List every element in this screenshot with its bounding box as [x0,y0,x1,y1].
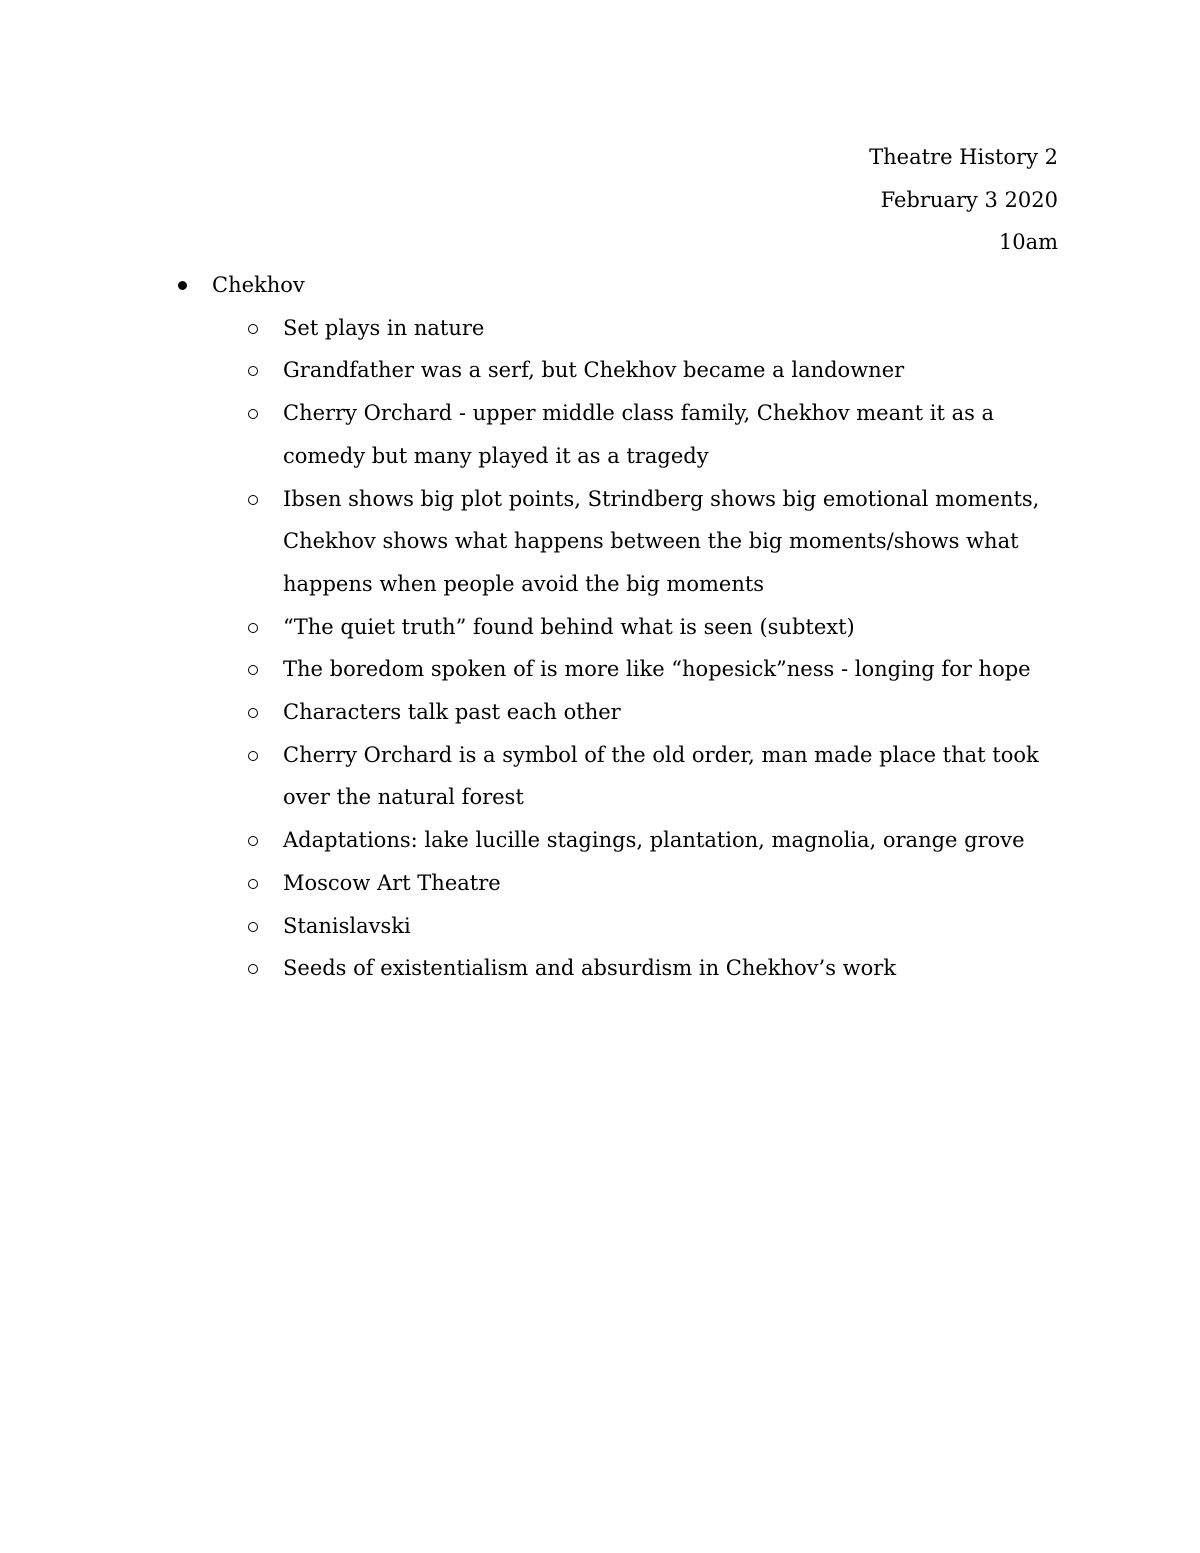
date-line: February 3 2020 [880,187,1058,212]
outline-topic [0,264,1200,990]
point-text: Grandfather was a serf, but Chekhov became a landowner [283,358,905,383]
outline-list [0,264,1200,990]
document-header [869,136,1058,264]
hollow-bullet-icon [248,922,258,932]
list-item [0,392,1200,477]
list-item [0,947,1200,990]
topic-label: Chekhov [212,273,305,297]
hollow-bullet-icon [248,623,258,633]
list-item [0,862,1200,905]
hollow-bullet-icon [248,495,258,505]
filled-bullet-icon [178,281,187,290]
point-text: Cherry Orchard is a symbol of the old order, man made place that took over the natural forest [283,742,1039,810]
point-text: Cherry Orchard - upper middle class family, Chekhov meant it as a comedy but many played it as a tragedy [283,401,995,468]
point-text: Adaptations: lake lucille stagings, plantation, magnolia, orange grove [283,828,1025,853]
list-item [0,691,1200,734]
list-item [0,606,1200,649]
time-line: 10am [998,230,1058,255]
hollow-bullet-icon [248,836,258,846]
hollow-bullet-icon [248,409,258,419]
list-item [0,819,1200,862]
point-text: Moscow Art Theatre [283,870,501,895]
hollow-bullet-icon [248,964,258,974]
point-text: Stanislavski [283,913,411,938]
course-title: Theatre History 2 [869,145,1058,169]
hollow-bullet-icon [248,665,258,675]
hollow-bullet-icon [248,751,258,761]
point-text: The boredom spoken of is more like “hopesick”ness - longing for hope [283,657,1031,682]
hollow-bullet-icon [248,366,258,376]
list-item [0,478,1200,606]
list-item [0,734,1200,819]
hollow-bullet-icon [248,324,258,334]
point-text: Characters talk past each other [283,700,621,725]
list-item [0,307,1200,350]
point-text: Set plays in nature [283,315,485,340]
sub-point-list [0,307,1200,990]
point-text: “The quiet truth” found behind what is seen (subtext) [283,614,855,639]
list-item [0,648,1200,691]
hollow-bullet-icon [248,879,258,889]
point-text: Seeds of existentialism and absurdism in Chekhov’s work [283,956,897,981]
list-item [0,905,1200,948]
hollow-bullet-icon [248,708,258,718]
list-item [0,349,1200,392]
point-text: Ibsen shows big plot points, Strindberg shows big emotional moments, Chekhov shows what happens between the big moments/shows what happens when people avoid the big moments [283,486,1040,596]
